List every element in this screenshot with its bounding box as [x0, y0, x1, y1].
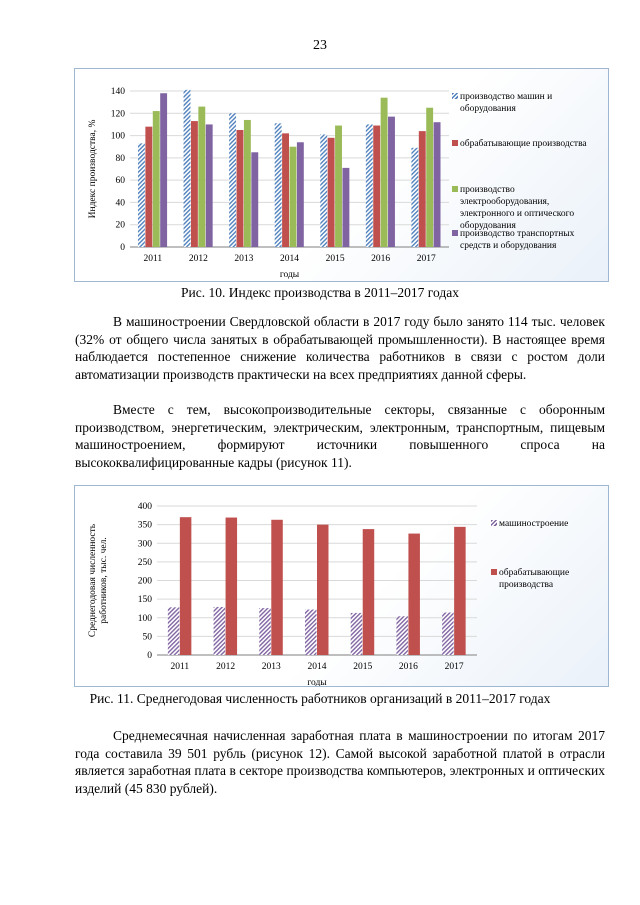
bar-c1-s2-2012 [198, 107, 205, 247]
bar-c1-s3-2013 [251, 152, 258, 247]
y-tick-label: 250 [137, 557, 152, 568]
bar-c1-s2-2017 [426, 108, 433, 247]
bar-c1-s0-2012 [184, 90, 191, 247]
x-tick-label: 2011 [143, 254, 163, 264]
y-tick-label: 350 [137, 520, 152, 531]
y-tick-label: 40 [115, 198, 125, 209]
bar-c1-s1-2011 [145, 127, 152, 247]
bar-c1-s3-2016 [388, 117, 395, 247]
y-axis-label: Среднегодовая численностьработников, тыс. чел. [88, 523, 109, 638]
bar-c1-s2-2015 [335, 126, 342, 247]
legend-swatch-electrical [452, 186, 458, 192]
bar-c1-s3-2011 [160, 93, 167, 247]
y-tick-label: 50 [142, 632, 152, 643]
bar-c1-s2-2011 [153, 111, 160, 247]
bar-c1-s1-2017 [419, 131, 426, 247]
bar-c1-s3-2014 [297, 142, 304, 247]
figure-10-caption: Рис. 10. Индекс производства в 2011–2017 годах [181, 285, 459, 300]
legend-swatch-manufacturing-2 [491, 569, 497, 575]
x-tick-label: 2016 [398, 662, 418, 672]
page-number: 23 [313, 38, 327, 53]
x-axis-label: годы [279, 270, 300, 280]
bar-c1-s0-2016 [366, 124, 373, 247]
bar-c1-s1-2013 [237, 130, 244, 247]
x-tick-label: 2013 [261, 662, 281, 672]
x-tick-label: 2014 [280, 254, 299, 264]
employee-count-chart [74, 485, 609, 687]
x-tick-label: 2015 [353, 662, 373, 672]
y-tick-label: 200 [137, 576, 152, 587]
y-tick-label: 20 [115, 220, 125, 231]
y-tick-label: 100 [137, 613, 152, 624]
bar-c1-s0-2014 [275, 123, 282, 247]
bar-c1-s3-2017 [434, 122, 441, 247]
bar-c1-s0-2015 [320, 134, 327, 247]
x-tick-label: 2017 [444, 662, 464, 672]
y-tick-label: 400 [137, 502, 152, 512]
bar-c2-s1-2017 [454, 527, 466, 655]
paragraph-employment: В машиностроении Свердловской области в 2017 году было занято 114 тыс. человек (32% от общего числа занятых в обрабатывающей промышленности). В настоящее время наблюдается постепенное снижение количества работников в связи с ростом доли автоматизации производств практически на всех предприятиях данной сферы. [75, 314, 605, 382]
employee-count-legend [491, 518, 603, 638]
bar-c1-s2-2014 [290, 147, 297, 247]
y-tick-label: 0 [120, 243, 125, 253]
legend-label-machinery: производство машин и оборудования [460, 92, 553, 114]
legend-swatch-engineering [491, 520, 497, 526]
legend-label-electrical: производство электрооборудования, электронного и оптического оборудования [460, 185, 575, 231]
bar-c2-s1-2013 [271, 520, 283, 655]
legend-label-transport: производство транспортных средств и оборудования [460, 229, 575, 251]
y-tick-label: 100 [110, 131, 125, 142]
bar-c1-s0-2011 [138, 143, 145, 247]
x-tick-label: 2012 [216, 662, 236, 672]
y-tick-label: 0 [147, 651, 152, 661]
bar-c1-s3-2012 [206, 124, 213, 247]
bar-c2-s0-2014 [305, 610, 317, 655]
bar-c2-s0-2015 [351, 613, 363, 655]
x-tick-label: 2016 [371, 254, 391, 264]
bar-c2-s1-2012 [226, 518, 238, 655]
production-index-chart [74, 68, 609, 282]
legend-label-manufacturing-2: обрабатывающие производства [499, 568, 570, 590]
x-tick-label: 2012 [188, 254, 208, 264]
legend-label-engineering: машиностроение [499, 519, 569, 529]
paragraph-sectors: Вместе с тем, высокопроизводительные секторы, связанные с оборонным производством, энергетическим, электрическим, электронным, транспортным, пищевым машиностроением, формируют источники повышенного спроса на высококвалифицированные кадры (рисунок 11). [75, 402, 605, 470]
y-tick-label: 80 [115, 153, 125, 164]
x-axis-label: годы [307, 678, 327, 686]
x-tick-label: 2017 [416, 254, 436, 264]
bar-c2-s0-2012 [214, 607, 226, 655]
legend-swatch-transport [452, 230, 458, 236]
x-tick-label: 2013 [234, 254, 254, 264]
bar-c1-s0-2017 [411, 148, 418, 247]
y-axis-label: Индекс производства, % [88, 119, 98, 219]
bar-c2-s1-2011 [180, 517, 192, 655]
bar-c2-s0-2016 [396, 616, 408, 655]
x-tick-label: 2011 [170, 662, 190, 672]
bar-c1-s1-2014 [282, 133, 289, 247]
bar-c2-s1-2016 [408, 534, 420, 655]
y-tick-label: 120 [110, 109, 125, 120]
bar-c1-s3-2015 [342, 168, 349, 247]
bar-c2-s1-2015 [363, 529, 375, 655]
bar-c1-s2-2016 [381, 98, 388, 247]
y-tick-label: 60 [115, 176, 125, 187]
bar-c1-s1-2016 [373, 126, 380, 247]
y-tick-label: 140 [110, 87, 125, 97]
bar-c2-s0-2013 [259, 608, 271, 655]
bar-c1-s2-2013 [244, 120, 251, 247]
paragraph-salary: Среднемесячная начисленная заработная плата в машиностроении по итогам 2017 года составила 39 501 рубль (рисунок 12). Самой высокой заработной платой в отрасли является заработная плата в секторе производства компьютеров, электронных и оптических изделий (45 830 рублей). [75, 728, 605, 796]
figure-11-caption: Рис. 11. Среднегодовая численность работников организаций в 2011–2017 годах [89, 691, 551, 706]
bar-c2-s1-2014 [317, 525, 329, 655]
production-index-legend [452, 91, 602, 281]
legend-swatch-manufacturing [452, 140, 458, 146]
legend-swatch-machinery [452, 93, 458, 99]
y-tick-label: 150 [137, 595, 152, 606]
bar-c2-s0-2011 [168, 607, 180, 655]
legend-label-manufacturing: обрабатывающие производства [460, 139, 587, 149]
y-tick-label: 300 [137, 539, 152, 550]
bar-c1-s1-2012 [191, 121, 198, 247]
bar-c2-s0-2017 [442, 613, 454, 655]
x-tick-label: 2014 [307, 662, 327, 672]
bar-c1-s1-2015 [328, 138, 335, 247]
x-tick-label: 2015 [325, 254, 345, 264]
bar-c1-s0-2013 [229, 113, 236, 247]
